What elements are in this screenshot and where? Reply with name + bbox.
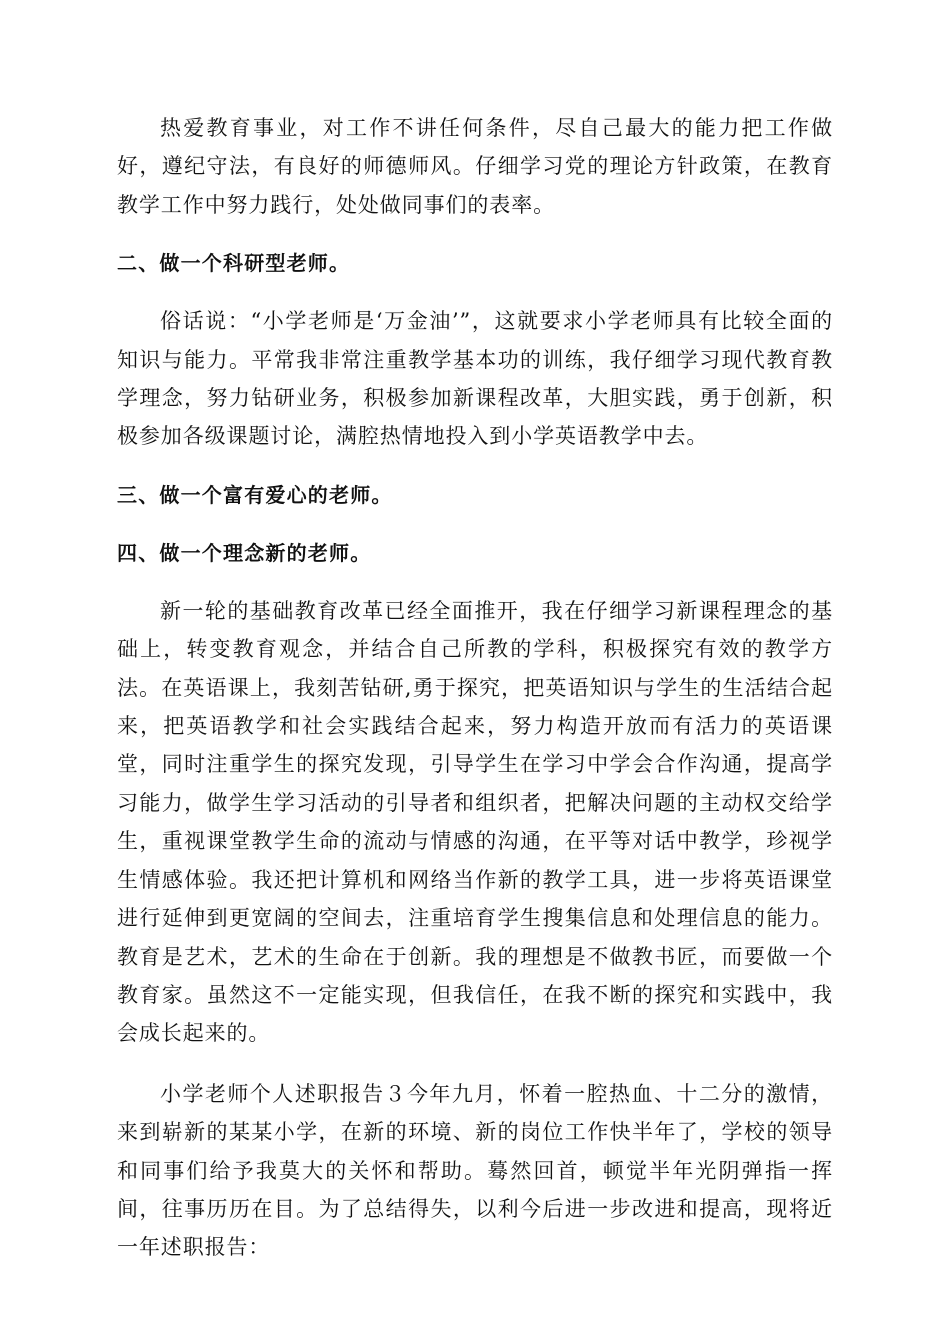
paragraph-report-intro: 小学老师个人述职报告３今年九月，怀着一腔热血、十二分的激情，来到崭新的某某小学，在新的环境、新的岗位工作快半年了，学校的领导和同事们给予我莫大的关怀和帮助。蓦然回首，顿觉半年光阴弹指一挥间，往事历历在目。为了总结得失，以利今后进一步改进和提高，现将近一年述职报告： [117, 1081, 833, 1260]
heading-new-concept-teacher: 四、做一个理念新的老师。 [117, 540, 372, 565]
spacer [117, 514, 833, 534]
spacer [117, 282, 833, 302]
spacer [117, 1053, 833, 1075]
heading-research-teacher: 二、做一个科研型老师。 [117, 251, 351, 276]
heading-caring-teacher: 三、做一个富有爱心的老师。 [117, 482, 393, 507]
paragraph-research: 俗话说：“小学老师是‘万金油’”，这就要求小学老师具有比较全面的知识与能力。平常我非常注重教学基本功的训练，我仔细学习现代教育教学理念，努力钻研业务，积极参加新课程改革，大胆实践，勇于创新，积极参加各级课题讨论，满腔热情地投入到小学英语教学中去。 [117, 309, 833, 449]
spacer [117, 224, 833, 244]
document-page [117, 109, 833, 1267]
paragraph-dedication: 热爱教育事业，对工作不讲任何条件，尽自己最大的能力把工作做好，遵纪守法，有良好的师德师风。仔细学习党的理论方针政策，在教育教学工作中努力践行，处处做同事们的表率。 [117, 116, 833, 217]
spacer [117, 456, 833, 476]
paragraph-new-concept: 新一轮的基础教育改革已经全面推开，我在仔细学习新课程理念的基础上，转变教育观念，并结合自己所教的学科，积极探究有效的教学方法。在英语课上，我刻苦钻研,勇于探究，把英语知识与学生的生活结合起来，把英语教学和社会实践结合起来，努力构造开放而有活力的英语课堂，同时注重学生的探究发现，引导学生在学习中学会合作沟通，提高学习能力，做学生学习活动的引导者和组织者，把解决问题的主动权交给学生，重视课堂教学生命的流动与情感的沟通，在平等对话中教学，珍视学生情感体验。我还把计算机和网络当作新的教学工具，进一步将英语课堂进行延伸到更宽阔的空间去，注重培育学生搜集信息和处理信息的能力。教育是艺术，艺术的生命在于创新。我的理想是不做教书匠，而要做一个教育家。虽然这不一定能实现，但我信任，在我不断的探究和实践中，我会成长起来的。 [117, 598, 833, 1046]
spacer [117, 572, 833, 592]
